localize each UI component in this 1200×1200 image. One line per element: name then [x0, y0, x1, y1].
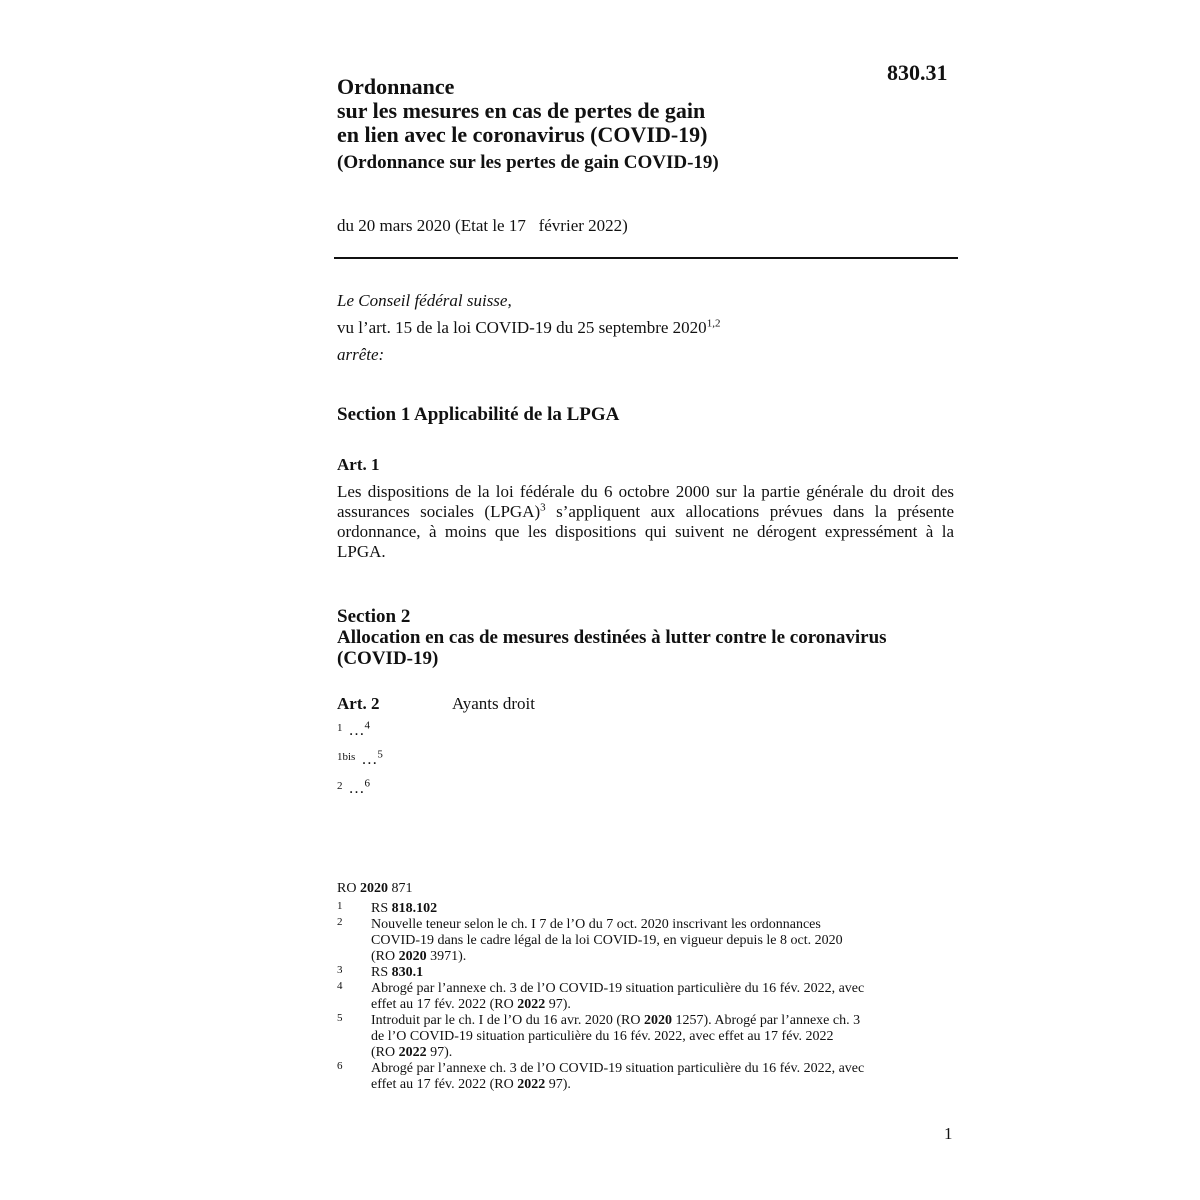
article-1-text	[337, 482, 954, 562]
section-2-heading-line: Allocation en cas de mesures destinées à lutter contre le coronavirus	[337, 627, 887, 648]
paragraph-number: 2	[337, 780, 343, 792]
footnote-5	[337, 1013, 957, 1061]
article-2-paragraph	[337, 777, 370, 798]
footnote-bold-ref: 818.102	[391, 901, 438, 916]
footnote-ref[interactable]: 4	[364, 719, 370, 732]
section-2-heading-line: Section 2	[337, 606, 411, 627]
ro-prefix: RO	[337, 881, 360, 896]
paragraph-text: …	[348, 780, 365, 797]
footnote-text: COVID-19 dans le cadre légal de la loi COVID-19, en vigueur depuis le 8 oct. 2020	[371, 933, 843, 948]
section-2-heading	[337, 606, 887, 669]
footnote-text: Nouvelle teneur selon le ch. I 7 de l’O du 7 oct. 2020 inscrivant les ordonnances	[371, 917, 821, 932]
short-title: (Ordonnance sur les pertes de gain COVID-19)	[337, 152, 719, 173]
page-number: 1	[944, 1124, 953, 1143]
footnote-text: effet au 17 fév. 2022 (RO 2022 97).	[371, 997, 571, 1012]
ro-page: 871	[387, 881, 413, 896]
preamble	[337, 287, 957, 368]
section-2-heading-line: (COVID-19)	[337, 648, 439, 669]
article-1-label: Art. 1	[337, 455, 380, 474]
footnote-text: de l’O COVID-19 situation particulière du 16 fév. 2022, avec effet au 17 fév. 2022	[371, 1029, 834, 1044]
paragraph-text: …	[348, 722, 365, 739]
footnote-3	[337, 965, 957, 981]
footnote-text: Abrogé par l’annexe ch. 3 de l’O COVID-19 situation particulière du 16 fév. 2022, avec	[371, 1061, 865, 1076]
footnotes	[337, 881, 957, 1093]
document-reference-number: 830.31	[887, 60, 948, 85]
header-divider	[334, 257, 958, 259]
article-2-paragraph	[337, 719, 370, 740]
footnote-number: 6	[337, 1060, 343, 1072]
footnote-number: 2	[337, 916, 343, 928]
footnote-ref[interactable]: 1,2	[706, 317, 721, 330]
footnote-6	[337, 1061, 957, 1093]
footnote-text: RS	[371, 965, 392, 980]
paragraph-number: 1	[337, 722, 343, 734]
article-2-label: Art. 2	[337, 694, 380, 713]
footnote-1	[337, 901, 957, 917]
preamble-decree: arrête:	[337, 345, 385, 364]
ro-year: 2020	[359, 881, 388, 896]
preamble-basis-text: vu l’art. 15 de la loi COVID-19 du 25 septembre 2020	[337, 318, 707, 337]
footnote-text: RS	[371, 901, 392, 916]
footnote-text: Abrogé par l’annexe ch. 3 de l’O COVID-19 situation particulière du 16 fév. 2022, avec	[371, 981, 865, 996]
footnote-ref[interactable]: 6	[364, 777, 370, 790]
document-title	[337, 75, 897, 175]
footnote-number: 4	[337, 980, 343, 992]
footnote-ref[interactable]: 5	[377, 748, 383, 761]
article-1-text-b: s’appliquent aux allocations prévues dans la présente ordonnance, à moins que les dispositions qui suivent ne dérogent expressément à la LPGA.	[337, 502, 954, 561]
title-line: en lien avec le coronavirus (COVID-19)	[337, 122, 708, 147]
paragraph-text: …	[361, 751, 378, 768]
footnote-2	[337, 917, 957, 965]
preamble-basis	[337, 314, 957, 341]
footnote-bold-ref: 830.1	[391, 965, 424, 980]
publication-reference	[337, 881, 957, 897]
title-line: Ordonnance	[337, 74, 455, 99]
footnote-number: 3	[337, 964, 343, 976]
title-line: sur les mesures en cas de pertes de gain	[337, 98, 706, 123]
preamble-authority: Le Conseil fédéral suisse,	[337, 291, 512, 310]
article-1-text-a: Les dispositions de la loi fédérale du 6 octobre 2000 sur la partie générale du droit des assurances sociales (LPGA)	[337, 482, 954, 521]
footnote-text: Introduit par le ch. I de l’O du 16 avr. 2020 (RO 2020 1257). Abrogé par l’annexe ch. 3	[371, 1013, 861, 1028]
footnote-4	[337, 981, 957, 1013]
footnote-number: 1	[337, 900, 343, 912]
article-2-name: Ayants droit	[452, 694, 535, 713]
dateline: du 20 mars 2020 (Etat le 17 février 2022)	[337, 216, 628, 235]
section-1-heading: Section 1 Applicabilité de la LPGA	[337, 404, 620, 425]
footnote-text: effet au 17 fév. 2022 (RO 2022 97).	[371, 1077, 571, 1092]
footnote-text: (RO 2022 97).	[371, 1045, 453, 1060]
article-2-paragraph	[337, 748, 383, 769]
footnote-number: 5	[337, 1012, 343, 1024]
paragraph-number: 1bis	[337, 751, 356, 763]
footnote-text: (RO 2020 3971).	[371, 949, 467, 964]
footnote-ref[interactable]: 3	[540, 501, 546, 514]
